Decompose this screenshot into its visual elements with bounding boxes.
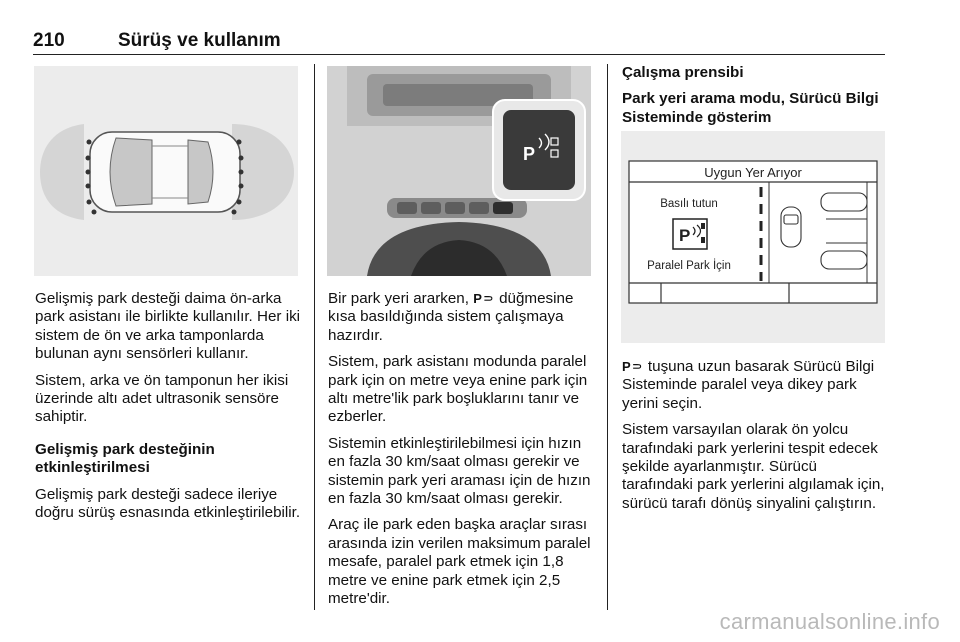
subheading: Park yeri arama modu, Sürücü Bilgi Sisteminde gösterim	[622, 90, 879, 126]
paragraph: Sistem varsayılan olarak ön yolcu tarafındaki park yerlerini tespit edecek şekilde ayarlanmıştır. Sürücü tarafındaki park yerlerini algılamak için, sürücü tarafı dönüş sinyalini çalıştırın.	[622, 421, 885, 512]
display-hold-label: Basılı tutun	[660, 198, 718, 210]
column-divider-1	[314, 64, 315, 610]
column-2	[328, 290, 596, 617]
display-button-glyph: P	[679, 226, 691, 245]
paragraph-start: Bir park yeri ararken,	[328, 290, 469, 307]
paragraph: Sistem, park asistanı modunda paralel park için on metre veya enine park için altı metre'lik park boşluklarını tanır ve ezberler.	[328, 353, 588, 426]
paragraph	[328, 290, 596, 345]
display-title: Uygun Yer Arıyor	[704, 165, 802, 180]
column-1	[35, 290, 303, 530]
subheading: Gelişmiş park desteğinin etkinleştirilmesi	[35, 440, 215, 477]
page-header	[33, 28, 885, 55]
paragraph-end: düğmesine kısa basıldığında sistem çalışmaya hazırdır.	[328, 290, 574, 344]
console-button-figure	[327, 66, 591, 276]
page-number: 210	[33, 30, 65, 51]
paragraph-end: tuşuna uzun basarak Sürücü Bilgi Sisteminde paralel veya dikey park yerini seçin.	[622, 358, 875, 412]
watermark: carmanualsonline.info	[719, 609, 940, 634]
paragraph: Sistemin etkinleştirilebilmesi için hızın en fazla 30 km/saat olması gerekir ve sistemin park yeri araması için de hızın en fazla 30 km/saat olması gerekir.	[328, 434, 591, 508]
paragraph: Sistem, arka ve ön tamponun her ikisi üzerinde altı adet ultrasonik sensöre sahiptir.	[35, 371, 289, 426]
column-divider-2	[607, 64, 608, 610]
console-button-glyph: P	[523, 144, 536, 164]
car-sensor-figure	[34, 66, 298, 276]
park-button-icon: P⸧	[473, 291, 495, 306]
park-button-icon: P⸧	[622, 359, 644, 374]
column-3-body	[622, 358, 890, 521]
paragraph: Gelişmiş park desteği daima ön-arka park asistanı ile birlikte kullanılır. Her iki sistem de ön ve arka tamponlarda bulunan aynı sensörleri kullanır.	[35, 290, 301, 363]
column-3	[622, 64, 890, 135]
paragraph: Gelişmiş park desteği sadece ileriye doğru sürüş esnasında etkinleştirilebilir.	[35, 485, 301, 522]
paragraph: Araç ile park eden başka araçlar sırası arasında izin verilen maksimum paralel mesafe, paralel park etmek için 1,8 metre ve enine park etmek için 2,5 metre'dir.	[328, 516, 591, 608]
section-title: Sürüş ve kullanım	[118, 30, 281, 51]
driver-info-display-figure	[621, 131, 885, 343]
heading: Çalışma prensibi	[622, 64, 744, 81]
display-mode-label: Paralel Park İçin	[647, 260, 731, 272]
paragraph	[622, 358, 890, 413]
